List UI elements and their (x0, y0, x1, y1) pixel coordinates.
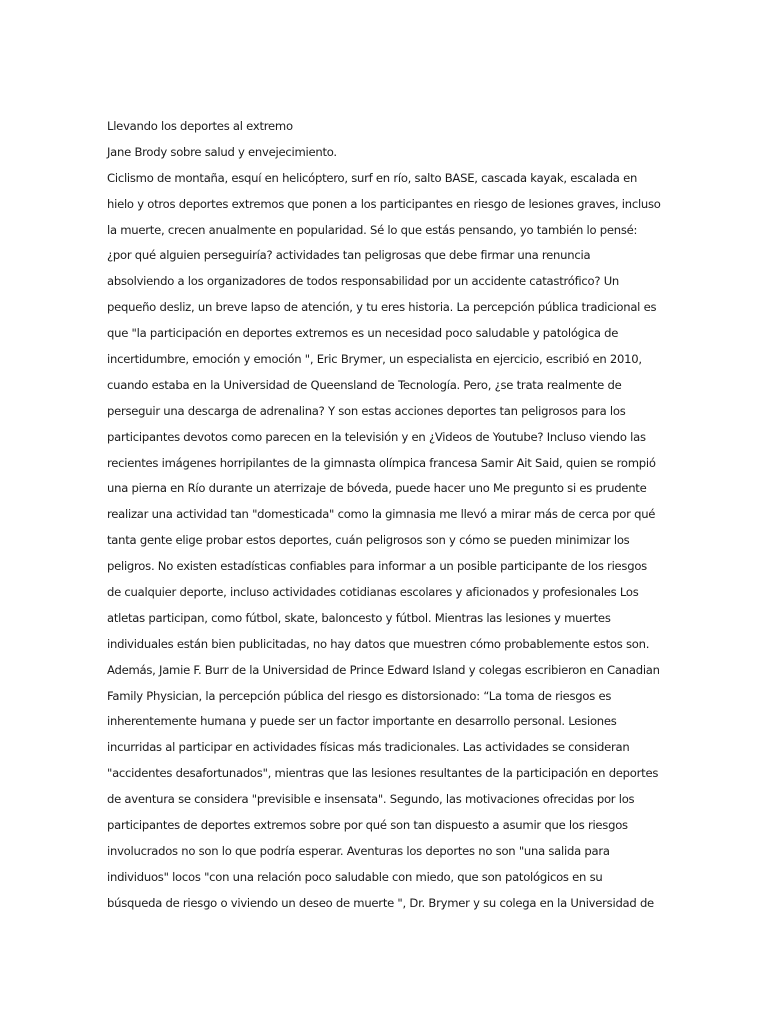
body-line: individuos" locos "con una relación poco saludable con miedo, que son patológicos en su (107, 869, 603, 884)
body-line: Además, Jamie F. Burr de la Universidad de Prince Edward Island y colegas escribieron en Canadian (107, 662, 660, 677)
body-line: incurridas al participar en actividades físicas más tradicionales. Las actividades se consideran (107, 740, 630, 755)
body-line: atletas participan, como fútbol, skate, baloncesto y fútbol. Mientras las lesiones y muertes (107, 610, 611, 625)
body-line: la muerte, crecen anualmente en popularidad. Sé lo que estás pensando, yo también lo pensé: (107, 222, 638, 237)
body-line: incertidumbre, emoción y emoción ", Eric Brymer, un especialista en ejercicio, escribió en 2010, (107, 352, 642, 367)
body-line: peligros. No existen estadísticas confiables para informar a un posible participante de los riesgos (107, 559, 647, 574)
body-line: búsqueda de riesgo o viviendo un deseo de muerte ", Dr. Brymer y su colega en la Universidad de (107, 895, 654, 910)
body-line: tanta gente elige probar estos deportes, cuán peligrosos son y cómo se pueden minimizar los (107, 533, 630, 548)
document-body (107, 114, 667, 917)
body-line: realizar una actividad tan "domesticada" como la gimnasia me llevó a mirar más de cerca por qué (107, 507, 656, 522)
body-line: de cualquier deporte, incluso actividades cotidianas escolares y aficionados y profesionales Los (107, 585, 639, 600)
body-line: pequeño desliz, un breve lapso de atención, y tu eres historia. La percepción pública tradicional es (107, 300, 657, 315)
body-line: hielo y otros deportes extremos que ponen a los participantes en riesgo de lesiones graves, incluso (107, 196, 661, 211)
body-line: participantes de deportes extremos sobre por qué son tan dispuesto a asumir que los riesgos (107, 818, 628, 833)
body-line: participantes devotos como parecen en la televisión y en ¿Videos de Youtube? Incluso viendo las (107, 429, 646, 444)
body-line: cuando estaba en la Universidad de Queensland de Tecnología. Pero, ¿se trata realmente de (107, 377, 622, 392)
body-line: Ciclismo de montaña, esquí en helicóptero, surf en río, salto BASE, cascada kayak, escalada en (107, 170, 638, 185)
body-line: involucrados no son lo que podría esperar. Aventuras los deportes no son "una salida para (107, 843, 610, 858)
document-title: Llevando los deportes al extremo (107, 119, 293, 133)
body-line: individuales están bien publicitadas, no hay datos que muestren cómo probablemente estos son. (107, 636, 650, 651)
body-line: recientes imágenes horripilantes de la gimnasta olímpica francesa Samir Ait Said, quien se rompió (107, 455, 656, 470)
body-line: Family Physician, la percepción pública del riesgo es distorsionado: “La toma de riesgos es (107, 688, 612, 703)
body-line: que "la participación en deportes extremos es un necesidad poco saludable y patológica de (107, 326, 619, 341)
document-byline: Jane Brody sobre salud y envejecimiento. (107, 144, 337, 159)
body-line: inherentemente humana y puede ser un factor importante en desarrollo personal. Lesiones (107, 714, 617, 729)
body-line: absolviendo a los organizadores de todos responsabilidad por un accidente catastrófico? Un (107, 274, 620, 289)
body-line: "accidentes desafortunados", mientras que las lesiones resultantes de la participación en deportes (107, 766, 659, 781)
body-line: ¿por qué alguien perseguiría? actividades tan peligrosas que debe firmar una renuncia (107, 248, 591, 263)
body-line: de aventura se considera "previsible e insensata". Segundo, las motivaciones ofrecidas por los (107, 792, 635, 807)
body-line: perseguir una descarga de adrenalina? Y son estas acciones deportes tan peligrosos para los (107, 403, 626, 418)
body-line: una pierna en Río durante un aterrizaje de bóveda, puede hacer uno Me pregunto si es prudente (107, 481, 647, 496)
